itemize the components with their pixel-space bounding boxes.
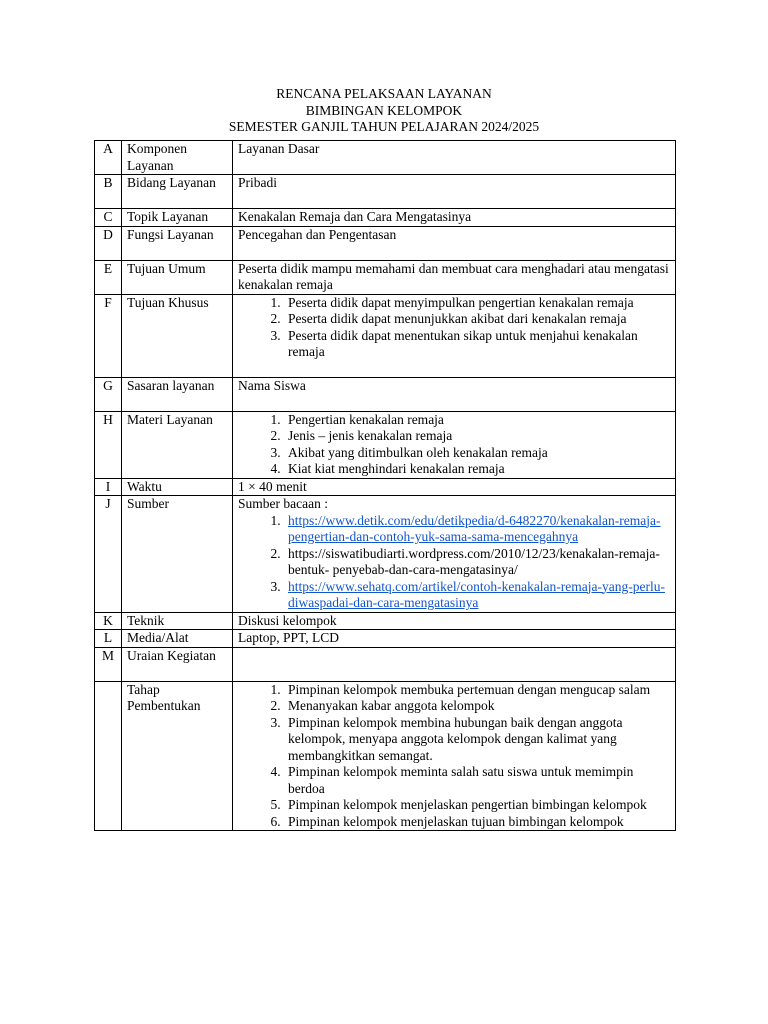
table-row	[95, 141, 676, 175]
row-value: Diskusi kelompok	[233, 612, 676, 630]
row-label: Waktu	[122, 478, 233, 496]
row-code: M	[95, 647, 122, 681]
row-label: Sumber	[122, 496, 233, 613]
list-item: 1. Pimpinan kelompok membuka pertemuan dengan mengucap salam	[284, 682, 670, 699]
table-row	[95, 612, 676, 630]
table-row	[95, 411, 676, 478]
table-row	[95, 681, 676, 831]
table-row	[95, 478, 676, 496]
row-value: Kenakalan Remaja dan Cara Mengatasinya	[233, 209, 676, 227]
table-row	[95, 630, 676, 648]
list-item: 2. Menanyakan kabar anggota kelompok	[284, 698, 670, 715]
row-label: Uraian Kegiatan	[122, 647, 233, 681]
list-item: 5. Pimpinan kelompok menjelaskan pengertian bimbingan kelompok	[284, 797, 670, 814]
table-row	[95, 226, 676, 260]
document-title	[0, 86, 768, 136]
row-code: B	[95, 175, 122, 209]
row-label: Materi Layanan	[122, 411, 233, 478]
row-value: Pribadi	[233, 175, 676, 209]
objectives-list	[238, 295, 670, 361]
list-item: 3. Akibat yang ditimbulkan oleh kenakalan remaja	[284, 445, 670, 462]
table-row	[95, 377, 676, 411]
list-item: 4. Kiat kiat menghindari kenakalan remaja	[284, 461, 670, 478]
sources-list	[238, 513, 670, 612]
row-code: H	[95, 411, 122, 478]
table-row	[95, 175, 676, 209]
row-value: Laptop, PPT, LCD	[233, 630, 676, 648]
row-code: D	[95, 226, 122, 260]
title-line-3: SEMESTER GANJIL TAHUN PELAJARAN 2024/2025	[228, 119, 540, 134]
sources-prefix: Sumber bacaan :	[238, 496, 328, 511]
list-item: 4. Pimpinan kelompok meminta salah satu siswa untuk memimpin berdoa	[284, 764, 670, 797]
source-link[interactable]: https://www.detik.com/edu/detikpedia/d-6482270/kenakalan-remaja-pengertian-dan-contoh-yuk-sama-sama-mencegahnya	[288, 512, 661, 544]
row-code: K	[95, 612, 122, 630]
row-value	[233, 496, 676, 613]
row-label: Tujuan Khusus	[122, 294, 233, 377]
row-label: Topik Layanan	[122, 209, 233, 227]
list-item: 6. Pimpinan kelompok menjelaskan tujuan bimbingan kelompok	[284, 814, 670, 831]
row-code: F	[95, 294, 122, 377]
table-row	[95, 209, 676, 227]
row-label: Komponen Layanan	[122, 141, 233, 175]
row-code	[95, 681, 122, 831]
row-value	[233, 681, 676, 831]
list-item: 1. Pengertian kenakalan remaja	[284, 412, 670, 429]
row-value	[233, 647, 676, 681]
list-item: 2. Peserta didik dapat menunjukkan akibat dari kenakalan remaja	[284, 311, 670, 328]
row-value	[233, 411, 676, 478]
list-item	[284, 513, 670, 546]
row-code: L	[95, 630, 122, 648]
list-item: 2. Jenis – jenis kenakalan remaja	[284, 428, 670, 445]
row-value	[233, 294, 676, 377]
activity-steps-list	[238, 682, 670, 831]
service-plan-table	[94, 140, 676, 831]
row-value: Pencegahan dan Pengentasan	[233, 226, 676, 260]
row-label: Teknik	[122, 612, 233, 630]
list-item: 3. Peserta didik dapat menentukan sikap untuk menjahui kenakalan remaja	[284, 328, 670, 361]
table-row	[95, 496, 676, 613]
row-code: E	[95, 260, 122, 294]
list-item: 1. Peserta didik dapat menyimpulkan pengertian kenakalan remaja	[284, 295, 670, 312]
table-row	[95, 647, 676, 681]
material-list	[238, 412, 670, 478]
list-item: 3. Pimpinan kelompok membina hubungan baik dengan anggota kelompok, menyapa anggota kelompok dengan kalimat yang membangkitkan semangat.	[284, 715, 670, 765]
row-code: A	[95, 141, 122, 175]
row-value: 1 × 40 menit	[233, 478, 676, 496]
list-item	[284, 546, 670, 579]
row-label: Fungsi Layanan	[122, 226, 233, 260]
row-label: Sasaran layanan	[122, 377, 233, 411]
row-value: Layanan Dasar	[233, 141, 676, 175]
row-value: Peserta didik mampu memahami dan membuat cara menghadari atau mengatasi kenakalan remaja	[233, 260, 676, 294]
title-line-1: RENCANA PELAKSAAN LAYANAN	[276, 86, 492, 101]
source-text: https://siswatibudiarti.wordpress.com/2010/12/23/kenakalan-remaja-bentuk- penyebab-dan-cara-mengatasinya/	[288, 545, 660, 577]
row-code: G	[95, 377, 122, 411]
row-label: Media/Alat	[122, 630, 233, 648]
row-label: Tahap Pembentukan	[122, 681, 233, 831]
row-label: Bidang Layanan	[122, 175, 233, 209]
row-code: I	[95, 478, 122, 496]
row-code: C	[95, 209, 122, 227]
row-label: Tujuan Umum	[122, 260, 233, 294]
table-row	[95, 260, 676, 294]
row-code: J	[95, 496, 122, 613]
list-item	[284, 579, 670, 612]
title-line-2: BIMBINGAN KELOMPOK	[305, 102, 463, 118]
source-link[interactable]: https://www.sehatq.com/artikel/contoh-kenakalan-remaja-yang-perlu- diwaspadai-dan-cara-mengatasinya	[288, 578, 665, 610]
row-value: Nama Siswa	[233, 377, 676, 411]
table-row	[95, 294, 676, 377]
